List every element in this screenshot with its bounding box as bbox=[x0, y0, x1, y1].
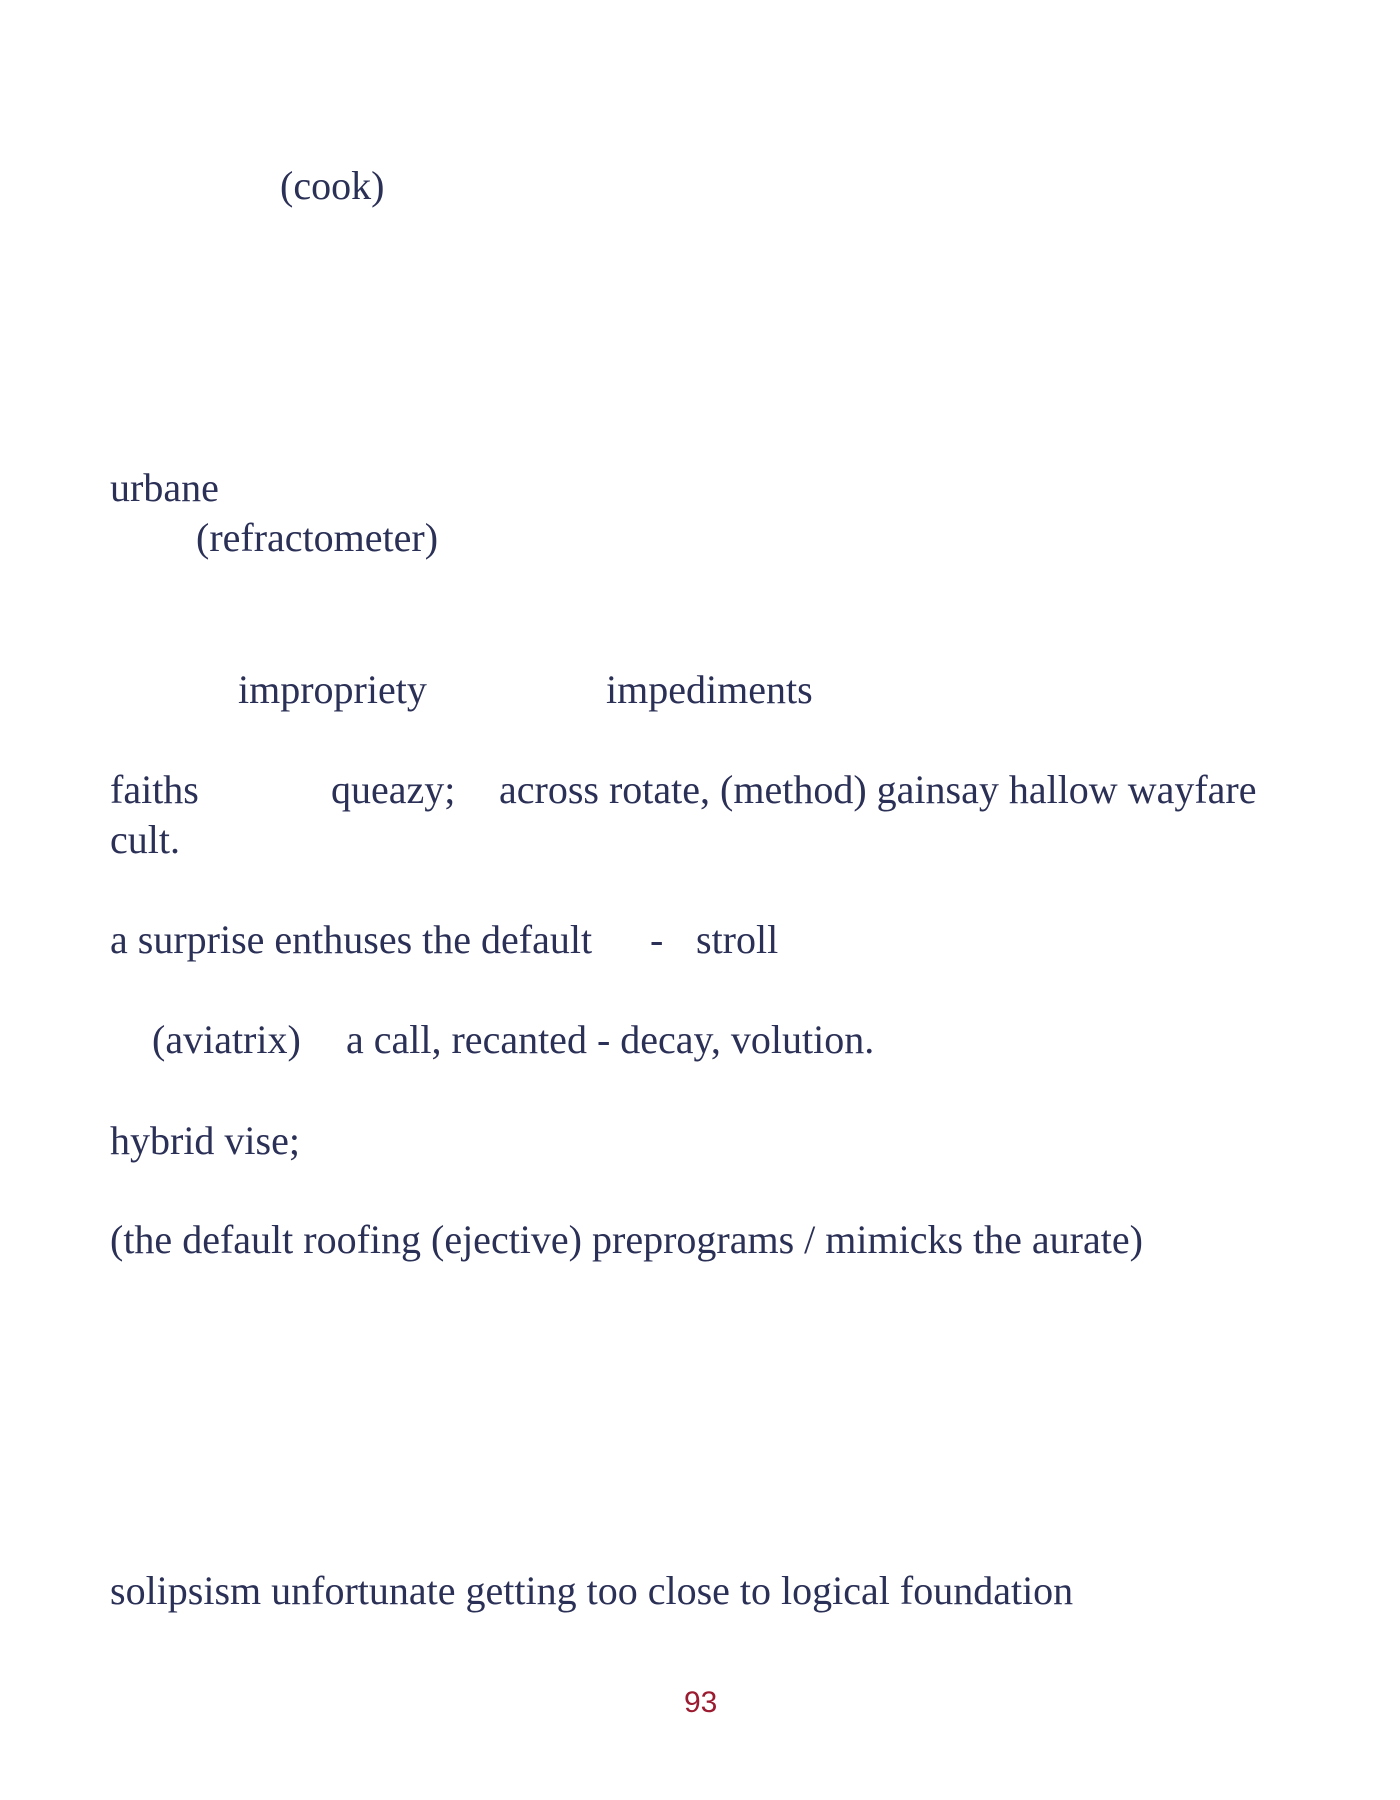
line-cult: cult. bbox=[110, 817, 180, 862]
line-cook: (cook) bbox=[280, 163, 385, 208]
dash-separator: - bbox=[650, 917, 664, 962]
line-refractometer: (refractometer) bbox=[196, 515, 439, 560]
word-stroll: stroll bbox=[696, 917, 779, 962]
line-solipsism: solipsism unfortunate getting too close to logical foundation bbox=[110, 1568, 1074, 1613]
line-hybrid: hybrid vise; bbox=[110, 1118, 300, 1163]
word-impediments: impediments bbox=[606, 667, 813, 712]
word-aviatrix: (aviatrix) bbox=[152, 1017, 301, 1062]
word-impropriety: impropriety bbox=[238, 667, 427, 712]
page-number: 93 bbox=[684, 1686, 718, 1719]
line-surprise: a surprise enthuses the default bbox=[110, 917, 593, 962]
line-roofing: (the default roofing (ejective) preprograms / mimicks the aurate) bbox=[110, 1217, 1143, 1262]
word-faiths: faiths bbox=[110, 767, 199, 812]
line-urbane: urbane bbox=[110, 465, 219, 510]
line-across: across rotate, (method) gainsay hallow wayfare bbox=[499, 767, 1257, 812]
line-call: a call, recanted - decay, volution. bbox=[346, 1017, 875, 1062]
word-queazy: queazy; bbox=[331, 767, 456, 812]
